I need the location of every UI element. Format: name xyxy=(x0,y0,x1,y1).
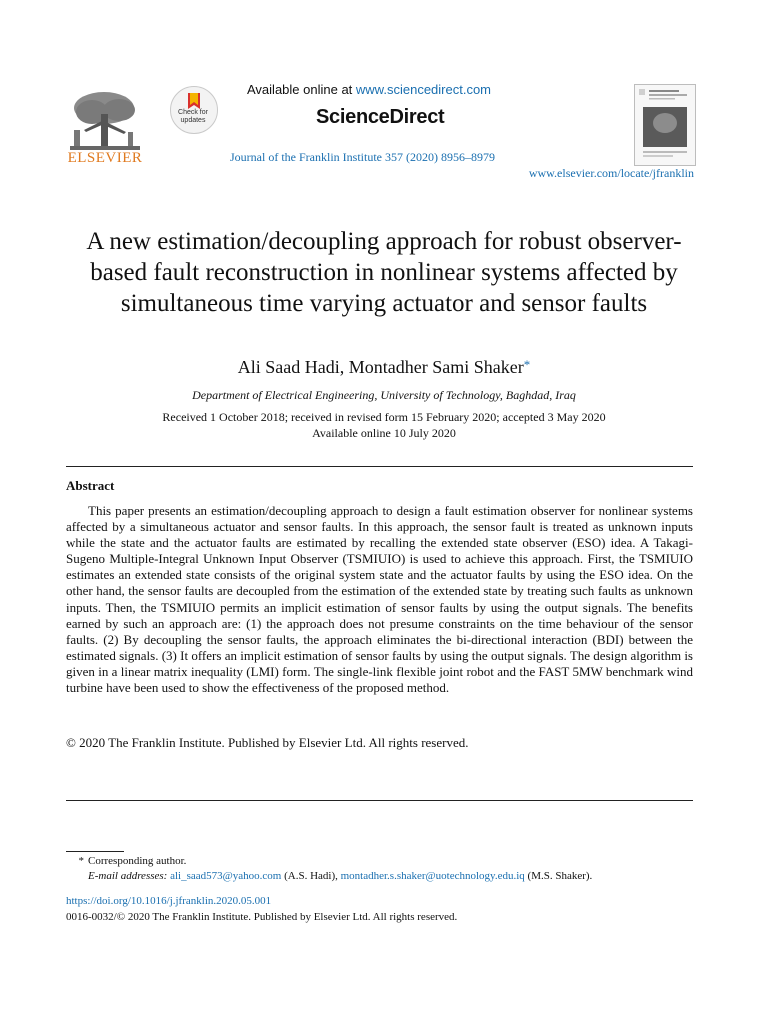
authors-text: Ali Saad Hadi, Montadher Sami Shaker xyxy=(237,357,524,377)
email-owner-shaker: (M.S. Shaker). xyxy=(524,870,593,882)
journal-cover-image xyxy=(634,84,696,166)
journal-reference[interactable]: Journal of the Franklin Institute 357 (2020) 8956–8979 xyxy=(230,150,495,164)
available-prefix: Available online at xyxy=(247,82,356,97)
abstract-heading: Abstract xyxy=(66,478,115,493)
publisher-wordmark: ELSEVIER xyxy=(67,150,143,166)
divider xyxy=(66,800,693,801)
corresponding-author-footnote xyxy=(66,855,186,867)
email-label: E-mail addresses: xyxy=(88,870,168,882)
footnote-rule xyxy=(66,851,124,852)
divider xyxy=(66,466,693,467)
available-online-date: Available online 10 July 2020 xyxy=(312,426,456,440)
check-for-updates-label[interactable]: Check for updates xyxy=(178,109,208,124)
abstract-body: This paper presents an estimation/decoupling approach to design a fault estimation observer for nonlinear systems affected by a simultaneous actuator and sensor faults. In this approach, the sensor fault is treated as unknown inputs while the state and the actuator faults are estimated by recalling the extended state observer (ESO) idea. A Takagi-Sugeno Multiple-Integral Unknown Input Observer (TSMIUIO) is used to achieve this approach. First, the TSMIUIO estimates an extended state consists of the original system state and the actuator faults by using the ESO idea. On the other hand, the sensor faults are decoupled from the estimation of the extended state by treating such faults as unknown inputs. Then, the TSMIUIO permits an implicit estimation of sensor faults by using the output signals. The benefits earned by such an approach are: (1) the approach does not presume constraints on the time behaviour of the sensor faults. (2) By decoupling the sensor faults, the approach eliminates the bi-directional interaction (BDI) between the estimated signals. (3) It offers an implicit estimation of sensor faults by using the output signals. The design algorithm is given in a linear matrix inequality (LMI) form. The single-link flexible joint robot and the FAST 5MW benchmark wind turbine have been used to show the effectiveness of the proposed method. xyxy=(66,503,693,696)
corresponding-author-mark[interactable]: * xyxy=(523,357,531,372)
footnote-mark: * xyxy=(78,855,84,867)
available-online-line xyxy=(247,82,491,97)
affiliation: Department of Electrical Engineering, University of Technology, Baghdad, Iraq xyxy=(192,388,576,402)
email-link-shaker[interactable]: montadher.s.shaker@uotechnology.edu.iq xyxy=(340,870,525,882)
copyright-notice: © 2020 The Franklin Institute. Published by Elsevier Ltd. All rights reserved. xyxy=(66,735,469,750)
author-list xyxy=(84,357,684,378)
article-title: A new estimation/decoupling approach for robust observer-based fault reconstruction in nonlinear systems affected by simultaneous time varying actuator and sensor faults xyxy=(86,228,682,317)
sciencedirect-brand: ScienceDirect xyxy=(316,106,445,128)
email-owner-hadi: (A.S. Hadi), xyxy=(281,870,341,882)
email-addresses xyxy=(88,870,592,882)
email-link-hadi[interactable]: ali_saad573@yahoo.com xyxy=(170,870,282,882)
received-dates: Received 1 October 2018; received in revised form 15 February 2020; accepted 3 May 2020 xyxy=(162,410,606,424)
journal-homepage-link[interactable]: www.elsevier.com/locate/jfranklin xyxy=(528,166,694,180)
issn-copyright: 0016-0032/© 2020 The Franklin Institute. Published by Elsevier Ltd. All rights reserved. xyxy=(66,911,458,923)
doi-link[interactable]: https://doi.org/10.1016/j.jfranklin.2020.05.001 xyxy=(66,895,272,907)
sciencedirect-link[interactable]: www.sciencedirect.com xyxy=(355,82,492,97)
footnote-text: Corresponding author. xyxy=(88,855,187,867)
